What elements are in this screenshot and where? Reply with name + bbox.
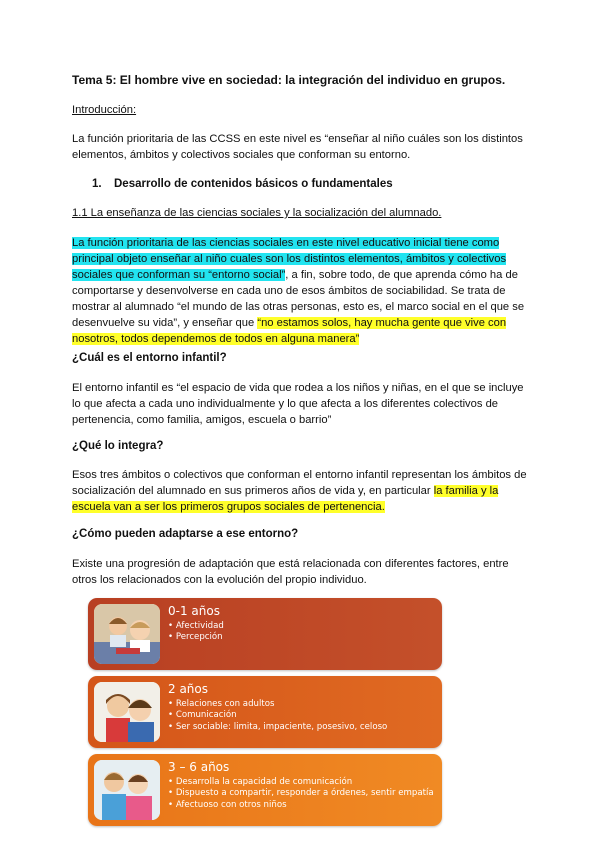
development-stages-figure [84, 596, 454, 836]
stage-card [88, 676, 442, 748]
stage-card [88, 754, 442, 826]
stage-item: • Desarrolla la capacidad de comunicación [168, 777, 434, 788]
stage-item: • Afectividad [168, 621, 224, 632]
stage-items [168, 777, 434, 811]
stage-items [168, 699, 387, 733]
question-heading: ¿Cómo pueden adaptarse a ese entorno? [72, 528, 299, 540]
highlight-cyan: La función prioritaria de las ciencias sociales en este nivel educativo inicial tiene como principal objeto enseñar al niño cuales son los distintos elementos, ámbitos y colectivos sociales que conforman su “entorno social” [72, 237, 507, 281]
intro-heading: Introducción: [72, 104, 137, 116]
stage-item: • Percepción [168, 632, 224, 643]
document-title: Tema 5: El hombre vive en sociedad: la integración del individuo en grupos. [72, 73, 506, 87]
paragraph-text: , a fin, sobre todo, de que aprenda cómo ha de comportarse y desenvolverse en cada uno de esos ámbitos de sociabilidad. Se trata de mostrar al alumnado “el mundo de las otras personas, esto es, el marco social en el que se desenvuelve su vida”, y enseñar que [72, 269, 525, 329]
subsection-heading: 1.1 La enseñanza de las ciencias sociales y la socialización del alumnado. [72, 207, 442, 219]
stage-items [168, 621, 224, 644]
stage-title: 0-1 años [168, 604, 220, 618]
intro-paragraph: La función prioritaria de las CCSS en este nivel es “enseñar al niño cuáles son los distintos elementos, ámbitos y colectivos sociales que conforman su entorno. [72, 133, 523, 161]
question-heading: ¿Qué lo integra? [72, 440, 164, 452]
paragraph-integra [72, 467, 532, 515]
stage-photo [94, 682, 160, 742]
section-number: 1. [92, 178, 102, 190]
stage-title: 3 – 6 años [168, 760, 230, 774]
stage-title: 2 años [168, 682, 209, 696]
stage-photo [94, 604, 160, 664]
highlight-yellow: la familia y la escuela van a ser los primeros grupos sociales de pertenencia. [72, 485, 499, 513]
stage-item: • Comunicación [168, 710, 387, 721]
section-heading [92, 176, 552, 192]
question-heading: ¿Cuál es el entorno infantil? [72, 352, 227, 364]
paragraph-entorno: El entorno infantil es “el espacio de vida que rodea a los niños y niñas, en el que se incluye lo que afecta a cada uno individualmente y lo que afecta a los diferentes colectivos de pertenencia, como familia, amigos, escuela o barrio” [72, 382, 524, 426]
stage-item: • Ser sociable: limita, impaciente, posesivo, celoso [168, 722, 387, 733]
section-heading-text: Desarrollo de contenidos básicos o fundamentales [114, 178, 393, 190]
paragraph-ensenanza [72, 235, 532, 347]
stage-item: • Afectuoso con otros niños [168, 800, 434, 811]
paragraph-progresion: Existe una progresión de adaptación que está relacionada con diferentes factores, entre otros los relacionados con la evolución del propio individuo. [72, 558, 509, 586]
paragraph-text: Esos tres ámbitos o colectivos que conforman el entorno infantil representan los ámbitos de socialización del alumnado en sus primeros años de vida y, en particular [72, 469, 527, 497]
stage-item: • Dispuesto a compartir, responder a órdenes, sentir empatía [168, 788, 434, 799]
stage-photo [94, 760, 160, 820]
highlight-yellow: “no estamos solos, hay mucha gente que vive con nosotros, todos dependemos de todos en alguna manera” [72, 317, 507, 345]
stage-card [88, 598, 442, 670]
stage-item: • Relaciones con adultos [168, 699, 387, 710]
